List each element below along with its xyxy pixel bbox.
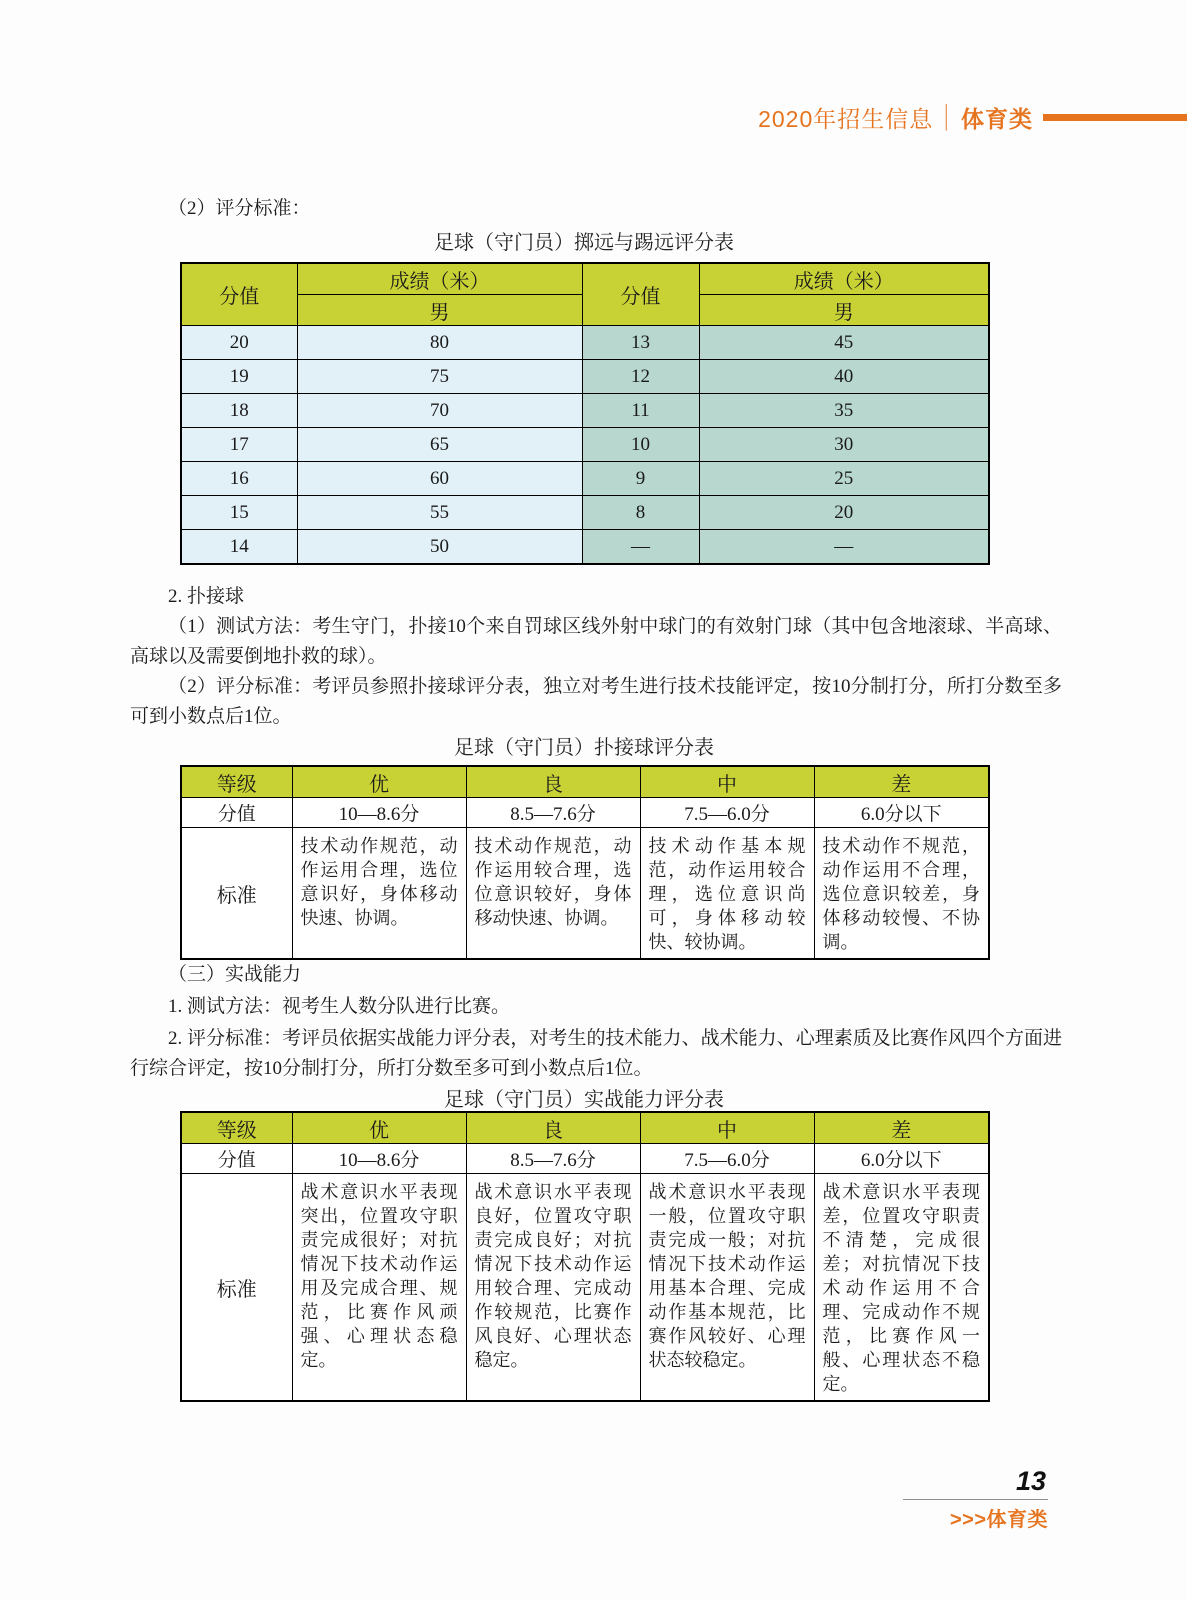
score-range: 8.5—7.6分: [466, 1144, 640, 1174]
page-number: 13: [1015, 1466, 1046, 1496]
table-row: [181, 326, 989, 360]
throw-table-title: 足球（守门员）掷远与踢远评分表: [434, 232, 734, 254]
cell-result: —: [699, 530, 989, 565]
col-header-score-left: 分值: [181, 263, 297, 326]
paragraph-catch-scoring: （2）评分标准：考评员参照扑接球评分表，独立对考生进行技术技能评定，按10分制打分，所打分数至多可到小数点后1位。: [130, 676, 1062, 727]
score-range: 10—8.6分: [292, 798, 466, 828]
table-row: [181, 530, 989, 565]
score-range-row: [181, 1144, 989, 1174]
grade-label: 等级: [181, 766, 292, 798]
combat-table-title: 足球（守门员）实战能力评分表: [444, 1089, 724, 1111]
grade-medium: 中: [640, 1112, 814, 1144]
score-label: 分值: [181, 1144, 292, 1174]
col-header-result-right: 成绩（米）: [699, 263, 989, 295]
footer-category-tag: >>>体育类: [949, 1509, 1048, 1531]
cell-score: 19: [181, 360, 297, 394]
standard-text: [814, 828, 989, 960]
cell-score: 16: [181, 462, 297, 496]
header-category: 体育类: [961, 105, 1033, 132]
page-header: [0, 100, 1187, 134]
section-heading-catch: 2. 扑接球: [168, 586, 245, 607]
cell-result: 55: [297, 496, 582, 530]
col-header-gender-right: 男: [699, 295, 989, 326]
standard-text: [640, 828, 814, 960]
score-range: 6.0分以下: [814, 798, 989, 828]
standard-row: [181, 1174, 989, 1402]
score-label: 分值: [181, 798, 292, 828]
combat-score-table: [180, 1111, 990, 1402]
cell-result: 75: [297, 360, 582, 394]
header-divider: │: [943, 104, 952, 129]
catch-table-title: 足球（守门员）扑接球评分表: [454, 737, 714, 759]
col-header-gender-left: 男: [297, 295, 582, 326]
cell-score: 13: [582, 326, 699, 360]
standard-text-excellent: 战术意识水平表现突出，位置攻守职责完成很好；对抗情况下技术动作运用及完成合理、规范，比赛作风顽强、心理状态稳定。: [300, 1182, 458, 1370]
cell-score: 17: [181, 428, 297, 462]
paragraph-combat-scoring: 2. 评分标准：考评员依据实战能力评分表，对考生的技术能力、战术能力、心理素质及比赛作风四个方面进行综合评定，按10分制打分，所打分数至多可到小数点后1位。: [130, 1028, 1062, 1079]
standard-text-excellent: 技术动作规范，动作运用合理，选位意识好，身体移动快速、协调。: [300, 836, 458, 928]
section-heading-combat: （三）实战能力: [168, 964, 302, 985]
table-row: [181, 462, 989, 496]
standard-text-poor: 战术意识水平表现差，位置攻守职责不清楚，完成很差；对抗情况下技术动作运用不合理、完成动作不规范，比赛作风一般、心理状态不稳定。: [822, 1182, 980, 1394]
standard-text-poor: 技术动作不规范，动作运用不合理，选位意识较差，身体移动较慢、不协调。: [822, 836, 980, 952]
cell-result: 70: [297, 394, 582, 428]
col-header-result-left: 成绩（米）: [297, 263, 582, 295]
cell-score: 18: [181, 394, 297, 428]
table-row: [181, 496, 989, 530]
grade-good: 良: [466, 766, 640, 798]
table-row: [181, 428, 989, 462]
score-range-row: [181, 798, 989, 828]
cell-result: 60: [297, 462, 582, 496]
score-range: 8.5—7.6分: [466, 798, 640, 828]
standard-row: [181, 828, 989, 960]
cell-score: 14: [181, 530, 297, 565]
standard-text: [466, 828, 640, 960]
cell-score: 9: [582, 462, 699, 496]
cell-result: 35: [699, 394, 989, 428]
paragraph-catch-method: （1）测试方法：考生守门，扑接10个来自罚球区线外射中球门的有效射门球（其中包含地滚球、半高球、高球以及需要倒地扑救的球）。: [130, 616, 1062, 667]
standard-text: [640, 1174, 814, 1402]
cell-score: —: [582, 530, 699, 565]
grade-poor: 差: [814, 766, 989, 798]
cell-result: 20: [699, 496, 989, 530]
header-title: 2020年招生信息: [758, 105, 934, 132]
paragraph-combat-method: 1. 测试方法：视考生人数分队进行比赛。: [168, 996, 511, 1017]
cell-result: 40: [699, 360, 989, 394]
cell-result: 30: [699, 428, 989, 462]
grade-label: 等级: [181, 1112, 292, 1144]
standard-text-good: 技术动作规范，动作运用较合理，选位意识较好，身体移动快速、协调。: [474, 836, 632, 928]
score-range: 7.5—6.0分: [640, 1144, 814, 1174]
grade-poor: 差: [814, 1112, 989, 1144]
table-row: [181, 360, 989, 394]
footer-rule: [903, 1499, 1048, 1500]
grade-good: 良: [466, 1112, 640, 1144]
standard-text: [466, 1174, 640, 1402]
cell-score: 15: [181, 496, 297, 530]
cell-score: 20: [181, 326, 297, 360]
standard-label: 标准: [181, 828, 292, 960]
cell-result: 80: [297, 326, 582, 360]
cell-result: 65: [297, 428, 582, 462]
grade-medium: 中: [640, 766, 814, 798]
grade-excellent: 优: [292, 766, 466, 798]
standard-text-good: 战术意识水平表现良好，位置攻守职责完成良好；对抗情况下技术动作运用较合理、完成动作较规范，比赛作风良好、心理状态稳定。: [474, 1182, 632, 1370]
standard-text: [292, 1174, 466, 1402]
col-header-score-right: 分值: [582, 263, 699, 326]
cell-result: 50: [297, 530, 582, 565]
cell-result: 45: [699, 326, 989, 360]
standard-label: 标准: [181, 1174, 292, 1402]
catch-score-table: [180, 765, 990, 960]
cell-score: 11: [582, 394, 699, 428]
standard-text: [292, 828, 466, 960]
score-range: 10—8.6分: [292, 1144, 466, 1174]
score-range: 6.0分以下: [814, 1144, 989, 1174]
standard-text-medium: 技术动作基本规范，动作运用较合理，选位意识尚可，身体移动较快、较协调。: [648, 836, 806, 952]
standard-text-medium: 战术意识水平表现一般，位置攻守职责完成一般；对抗情况下技术动作运用基本合理、完成动作基本规范，比赛作风较好、心理状态较稳定。: [648, 1182, 806, 1370]
grade-excellent: 优: [292, 1112, 466, 1144]
standard-text: [814, 1174, 989, 1402]
cell-score: 12: [582, 360, 699, 394]
cell-score: 8: [582, 496, 699, 530]
scoring-standard-label: （2）评分标准：: [168, 198, 311, 219]
table-row: [181, 394, 989, 428]
header-rule: [1043, 114, 1187, 121]
cell-result: 25: [699, 462, 989, 496]
throw-score-table: [180, 262, 990, 565]
score-range: 7.5—6.0分: [640, 798, 814, 828]
cell-score: 10: [582, 428, 699, 462]
